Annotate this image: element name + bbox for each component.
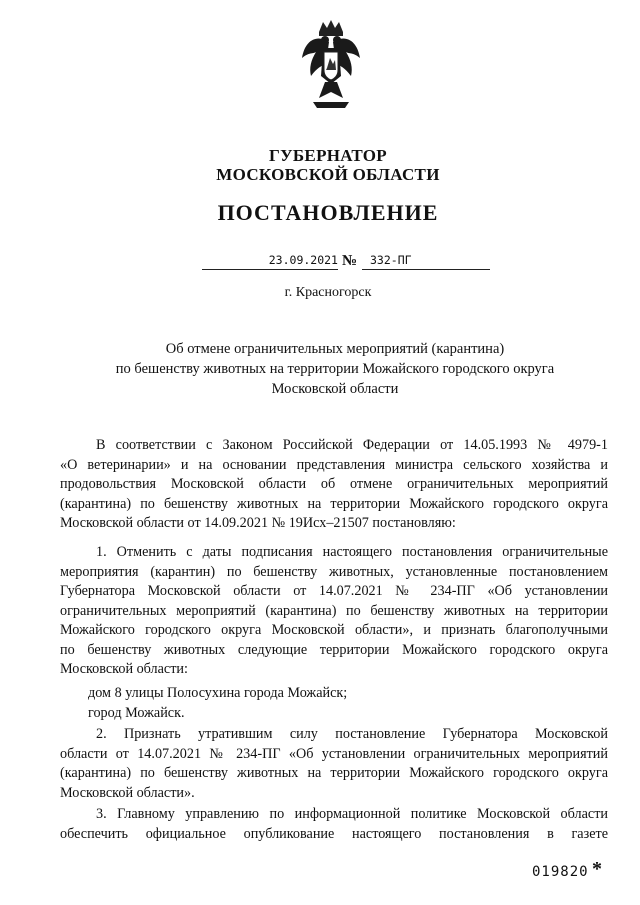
governor-heading: ГУБЕРНАТОР: [269, 146, 387, 165]
body-paragraph-2: [60, 725, 608, 803]
body-paragraph-preamble: [60, 436, 608, 534]
registration-stamp: 019820: [532, 864, 589, 880]
body-line: Московской области».: [60, 784, 195, 801]
body-line: ограничительных мероприятий (карантина) по бешенству животных на территории: [60, 602, 608, 619]
document-date: 23.09.2021: [268, 253, 338, 267]
body-line: «О ветеринарии» и на основании представления министра сельского хозяйства и: [60, 456, 608, 473]
body-line: обеспечить официальное опубликование настоящего постановления в газете: [60, 825, 608, 842]
territory-list: [60, 684, 608, 723]
date-underline: [202, 269, 338, 270]
coat-of-arms-emblem: [299, 18, 363, 110]
body-line: В соответствии с Законом Российской Федерации от 14.05.1993 № 4979-1: [96, 437, 608, 453]
subject-line: Московской области: [271, 381, 399, 397]
document-title: ПОСТАНОВЛЕНИЕ: [217, 200, 439, 225]
region-heading: МОСКОВСКОЙ ОБЛАСТИ: [216, 165, 440, 184]
list-item: дом 8 улицы Полосухина города Можайск;: [88, 685, 348, 701]
body-line: области от 14.07.2021 № 234-ПГ «Об установлении ограничительных мероприятий: [60, 745, 608, 762]
body-line: (карантина) по бешенству животных на территории Можайского городского округа: [60, 765, 608, 781]
body-paragraph-1: [60, 543, 608, 680]
city-line: г. Красногорск: [284, 285, 372, 300]
body-line: Московской области от 14.09.2021 № 19Исх–21507 постановляю:: [60, 515, 456, 531]
body-line: Можайского городского округа Московской области», и признать благополучными: [60, 622, 608, 638]
document-number: 332-ПГ: [370, 253, 412, 267]
subject-line: Об отмене ограничительных мероприятий (карантина): [165, 341, 505, 357]
body-line: 1. Отменить с даты подписания настоящего постановления ограничительные: [96, 544, 608, 560]
number-sign: №: [342, 253, 358, 269]
body-line: Московской области:: [60, 661, 188, 677]
body-line: по бешенству животных следующие территории Можайского городского округа: [60, 641, 608, 658]
document-subject: [0, 339, 640, 399]
body-line: Губернатора Московской области от 14.07.2021 № 234-ПГ «Об установлении: [60, 583, 608, 599]
body-line: мероприятия (карантин) по бешенству животных, установленные постановлением: [60, 563, 608, 580]
body-line: 2. Признать утратившим силу постановление Губернатора Московской: [96, 726, 608, 742]
body-line: 3. Главному управлению по информационной политике Московской области: [96, 806, 608, 822]
subject-line: по бешенству животных на территории Можайского городского округа: [115, 361, 555, 377]
asterisk-mark: *: [592, 858, 602, 880]
list-item: город Можайск.: [88, 704, 185, 721]
body-line: продовольствия Московской области об отмене ограничительных мероприятий: [60, 476, 608, 492]
body-line: (карантина) по бешенству животных на территории Можайского городского округа: [60, 495, 608, 512]
body-paragraph-3: [60, 805, 608, 844]
number-underline: [362, 269, 490, 270]
